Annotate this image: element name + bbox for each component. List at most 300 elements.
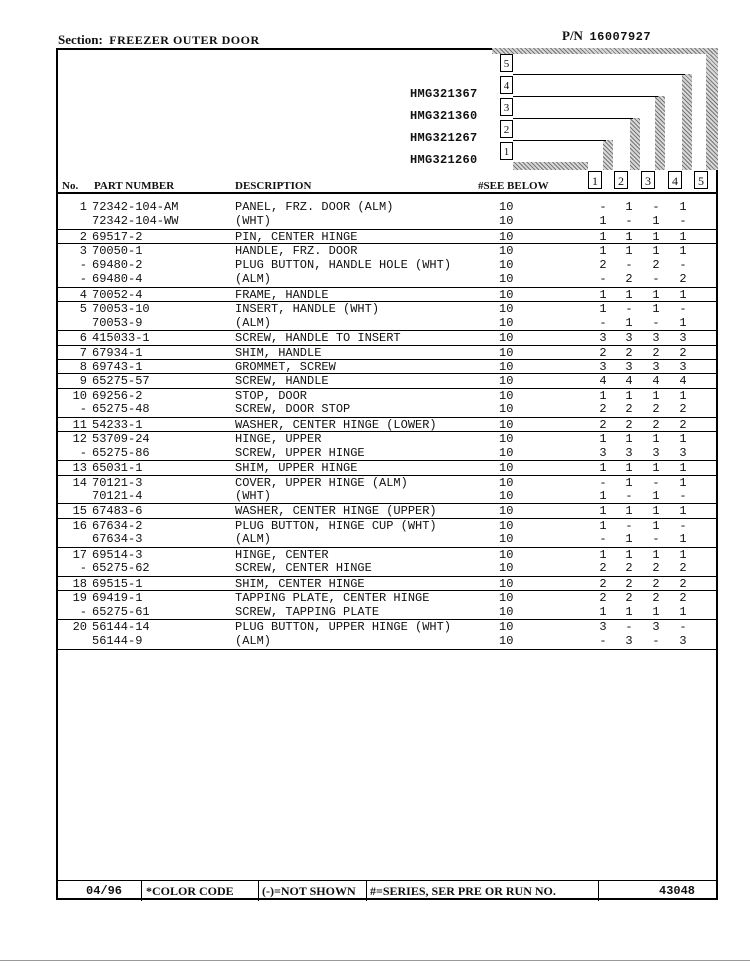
- table-row: [56, 359, 718, 374]
- footer-series: #=SERIES, SER PRE OR RUN NO.: [370, 884, 556, 898]
- row-qty-model-3: 1: [652, 432, 660, 447]
- table-row: [56, 431, 718, 446]
- row-item-number: 9: [79, 374, 87, 389]
- table-row: [56, 200, 718, 214]
- row-part-number: 69256-2: [92, 388, 143, 403]
- row-part-number: 70053-10: [92, 302, 150, 317]
- row-qty-model-3: 1: [652, 214, 660, 229]
- row-qty-model-2: -: [625, 518, 633, 533]
- row-part-number: 69480-4: [92, 272, 143, 287]
- row-qty-model-1: 1: [599, 432, 607, 447]
- row-item-number: 15: [72, 504, 87, 519]
- row-description: WASHER, CENTER HINGE (UPPER): [235, 504, 437, 519]
- table-row: [56, 634, 718, 648]
- row-qty-model-3: 1: [652, 287, 660, 302]
- row-series: 10: [499, 518, 514, 533]
- table-row: [56, 446, 718, 460]
- row-qty-model-1: -: [599, 532, 607, 547]
- row-part-number: 65275-62: [92, 561, 150, 576]
- row-qty-model-3: 2: [652, 402, 660, 417]
- row-qty-model-2: 1: [625, 315, 633, 330]
- row-qty-model-1: 1: [599, 214, 607, 229]
- hatch-band: [655, 96, 665, 170]
- row-qty-model-1: 2: [599, 561, 607, 576]
- row-qty-model-3: 2: [652, 417, 660, 432]
- model-number: HMG321260: [410, 153, 478, 167]
- table-row: [56, 619, 718, 634]
- row-qty-model-4: 3: [679, 633, 687, 648]
- model-number: HMG321360: [410, 109, 478, 123]
- row-item-number: 5: [79, 302, 87, 317]
- row-qty-model-1: 3: [599, 359, 607, 374]
- row-description: SHIM, CENTER HINGE: [235, 576, 365, 591]
- row-description: SCREW, TAPPING PLATE: [235, 604, 380, 619]
- row-description: INSERT, HANDLE (WHT): [235, 302, 380, 317]
- model-box-3: 3: [500, 98, 513, 116]
- row-item-number: -: [79, 257, 87, 272]
- row-qty-model-3: 1: [652, 461, 660, 476]
- row-description: WASHER, CENTER HINGE (LOWER): [235, 417, 437, 432]
- row-qty-model-4: 2: [679, 561, 687, 576]
- row-qty-model-2: 4: [625, 374, 633, 389]
- row-part-number: 72342-104-AM: [92, 200, 179, 214]
- row-qty-model-4: -: [679, 302, 687, 317]
- footer-not-shown: (-)=NOT SHOWN: [262, 884, 356, 898]
- row-part-number: 65275-61: [92, 604, 150, 619]
- row-qty-model-3: 3: [652, 445, 660, 460]
- row-qty-model-3: 3: [652, 620, 660, 635]
- row-qty-model-4: 1: [679, 604, 687, 619]
- model-box-1: 1: [500, 142, 513, 160]
- row-part-number: 65031-1: [92, 461, 143, 476]
- model-box-5: 5: [500, 54, 513, 72]
- row-qty-model-2: 1: [625, 532, 633, 547]
- row-part-number: 65275-48: [92, 402, 150, 417]
- row-qty-model-4: 1: [679, 475, 687, 490]
- row-series: 10: [499, 475, 514, 490]
- col-header-no: No.: [62, 180, 79, 192]
- row-qty-model-4: 2: [679, 417, 687, 432]
- row-qty-model-4: 1: [679, 432, 687, 447]
- row-qty-model-4: 3: [679, 445, 687, 460]
- row-description: SCREW, HANDLE TO INSERT: [235, 331, 401, 346]
- row-series: 10: [499, 244, 514, 259]
- row-qty-model-4: 1: [679, 287, 687, 302]
- table-row: [56, 605, 718, 619]
- row-qty-model-1: 2: [599, 417, 607, 432]
- row-qty-model-3: 3: [652, 331, 660, 346]
- row-part-number: 70121-4: [92, 489, 143, 503]
- row-series: 10: [499, 604, 514, 619]
- row-qty-model-1: 2: [599, 345, 607, 360]
- row-qty-model-3: 1: [652, 229, 660, 244]
- hatch-band: [706, 54, 718, 170]
- table-row: [56, 518, 718, 533]
- row-item-number: -: [79, 445, 87, 460]
- row-item-number: 16: [72, 518, 87, 533]
- row-series: 10: [499, 561, 514, 576]
- row-item-number: -: [79, 604, 87, 619]
- table-end-rule: [56, 649, 718, 650]
- row-part-number: 69515-1: [92, 576, 143, 591]
- table-row: [56, 388, 718, 403]
- table-row: [56, 272, 718, 286]
- row-qty-model-4: 2: [679, 576, 687, 591]
- row-qty-model-2: 2: [625, 272, 633, 287]
- pn-label: P/N: [562, 28, 583, 43]
- footer-divider: [141, 881, 142, 901]
- row-qty-model-2: -: [625, 620, 633, 635]
- row-qty-model-1: 2: [599, 591, 607, 606]
- row-series: 10: [499, 445, 514, 460]
- row-item-number: 4: [79, 287, 87, 302]
- row-part-number: 69743-1: [92, 359, 143, 374]
- row-series: 10: [499, 257, 514, 272]
- row-qty-model-4: 1: [679, 461, 687, 476]
- row-qty-model-1: 4: [599, 374, 607, 389]
- row-qty-model-4: -: [679, 257, 687, 272]
- row-qty-model-2: 1: [625, 432, 633, 447]
- row-qty-model-4: 1: [679, 244, 687, 259]
- row-qty-model-3: 2: [652, 345, 660, 360]
- row-series: 10: [499, 272, 514, 287]
- row-part-number: 65275-86: [92, 445, 150, 460]
- row-description: SCREW, HANDLE: [235, 374, 329, 389]
- table-row: [56, 475, 718, 490]
- col-header-series: #SEE BELOW: [478, 180, 549, 192]
- row-qty-model-3: -: [652, 532, 660, 547]
- row-part-number: 65275-57: [92, 374, 150, 389]
- row-description: PIN, CENTER HINGE: [235, 229, 358, 244]
- row-item-number: 6: [79, 331, 87, 346]
- row-qty-model-3: -: [652, 272, 660, 287]
- row-description: SCREW, UPPER HINGE: [235, 445, 365, 460]
- row-part-number: 70052-4: [92, 287, 143, 302]
- row-description: TAPPING PLATE, CENTER HINGE: [235, 591, 430, 606]
- col-header-model-5: 5: [694, 171, 708, 189]
- row-qty-model-1: 1: [599, 518, 607, 533]
- row-qty-model-2: 2: [625, 417, 633, 432]
- row-qty-model-1: 3: [599, 445, 607, 460]
- row-qty-model-2: 3: [625, 331, 633, 346]
- row-item-number: 10: [72, 388, 87, 403]
- row-qty-model-1: 1: [599, 461, 607, 476]
- row-qty-model-2: 2: [625, 591, 633, 606]
- row-qty-model-4: 1: [679, 200, 687, 214]
- key-line: [513, 140, 606, 141]
- row-description: (ALM): [235, 532, 272, 547]
- row-qty-model-1: 1: [599, 302, 607, 317]
- hatch-band: [513, 162, 588, 170]
- row-series: 10: [499, 287, 514, 302]
- row-qty-model-4: 1: [679, 229, 687, 244]
- row-qty-model-3: 1: [652, 388, 660, 403]
- row-description: PLUG BUTTON, HINGE CUP (WHT): [235, 518, 437, 533]
- row-series: 10: [499, 432, 514, 447]
- row-item-number: -: [79, 272, 87, 287]
- table-row: [56, 576, 718, 591]
- table-row: [56, 373, 718, 388]
- row-part-number: 69480-2: [92, 257, 143, 272]
- table-row: [56, 316, 718, 330]
- row-item-number: 20: [72, 620, 87, 635]
- row-qty-model-2: 1: [625, 244, 633, 259]
- row-description: (ALM): [235, 633, 272, 648]
- col-header-model-1: 1: [588, 171, 602, 189]
- row-part-number: 70050-1: [92, 244, 143, 259]
- table-row: [56, 402, 718, 416]
- row-description: HINGE, UPPER: [235, 432, 322, 447]
- table-row: [56, 287, 718, 302]
- row-series: 10: [499, 576, 514, 591]
- section-title: FREEZER OUTER DOOR: [109, 33, 260, 47]
- row-qty-model-2: -: [625, 214, 633, 229]
- row-qty-model-4: 2: [679, 345, 687, 360]
- row-qty-model-1: 1: [599, 229, 607, 244]
- col-header-model-2: 2: [614, 171, 628, 189]
- row-qty-model-3: 1: [652, 547, 660, 562]
- model-box-4: 4: [500, 76, 513, 94]
- row-item-number: 2: [79, 229, 87, 244]
- part-number-heading: [562, 28, 651, 44]
- row-qty-model-3: 1: [652, 244, 660, 259]
- row-description: HINGE, CENTER: [235, 547, 329, 562]
- row-qty-model-2: 2: [625, 561, 633, 576]
- row-qty-model-1: 1: [599, 504, 607, 519]
- row-item-number: -: [79, 561, 87, 576]
- row-item-number: 12: [72, 432, 87, 447]
- row-item-number: 7: [79, 345, 87, 360]
- hatch-band: [630, 118, 640, 170]
- table-row: [56, 258, 718, 272]
- row-series: 10: [499, 489, 514, 503]
- row-item-number: 3: [79, 244, 87, 259]
- row-description: GROMMET, SCREW: [235, 359, 336, 374]
- row-series: 10: [499, 591, 514, 606]
- row-qty-model-1: -: [599, 475, 607, 490]
- row-qty-model-3: 2: [652, 591, 660, 606]
- row-series: 10: [499, 214, 514, 229]
- row-qty-model-2: 1: [625, 504, 633, 519]
- page-bottom-rule: [0, 960, 750, 961]
- table-row: [56, 590, 718, 605]
- row-qty-model-1: 1: [599, 287, 607, 302]
- row-qty-model-2: 1: [625, 229, 633, 244]
- row-series: 10: [499, 532, 514, 547]
- hatch-band: [492, 48, 718, 54]
- row-series: 10: [499, 200, 514, 214]
- row-series: 10: [499, 345, 514, 360]
- row-series: 10: [499, 388, 514, 403]
- row-item-number: 8: [79, 359, 87, 374]
- row-qty-model-4: -: [679, 518, 687, 533]
- row-part-number: 70053-9: [92, 315, 143, 330]
- row-qty-model-1: -: [599, 272, 607, 287]
- key-line: [513, 118, 633, 119]
- row-qty-model-3: -: [652, 200, 660, 214]
- key-line: [513, 74, 685, 75]
- table-row: [56, 243, 718, 258]
- row-series: 10: [499, 417, 514, 432]
- row-qty-model-3: 2: [652, 257, 660, 272]
- row-part-number: 67634-3: [92, 532, 143, 547]
- row-qty-model-2: 1: [625, 200, 633, 214]
- row-item-number: -: [79, 402, 87, 417]
- row-part-number: 56144-14: [92, 620, 150, 635]
- row-qty-model-1: 2: [599, 576, 607, 591]
- row-series: 10: [499, 402, 514, 417]
- table-row: [56, 345, 718, 360]
- row-qty-model-3: 2: [652, 576, 660, 591]
- row-qty-model-4: 1: [679, 388, 687, 403]
- header-rule: [56, 192, 718, 194]
- table-row: [56, 503, 718, 518]
- row-qty-model-1: 3: [599, 620, 607, 635]
- model-box-2: 2: [500, 120, 513, 138]
- footer-bar: [56, 880, 718, 901]
- row-qty-model-1: 1: [599, 547, 607, 562]
- row-qty-model-4: 2: [679, 272, 687, 287]
- row-part-number: 54233-1: [92, 417, 143, 432]
- section-heading: [58, 32, 260, 48]
- pn-value: 16007927: [589, 30, 652, 44]
- row-qty-model-2: 1: [625, 388, 633, 403]
- row-qty-model-1: 2: [599, 402, 607, 417]
- row-series: 10: [499, 374, 514, 389]
- col-header-description: DESCRIPTION: [235, 180, 312, 192]
- row-part-number: 415033-1: [92, 331, 150, 346]
- row-qty-model-2: 2: [625, 576, 633, 591]
- hatch-band: [682, 74, 692, 170]
- row-qty-model-4: 1: [679, 532, 687, 547]
- row-qty-model-2: 1: [625, 461, 633, 476]
- row-series: 10: [499, 504, 514, 519]
- model-number: HMG321367: [410, 87, 478, 101]
- row-qty-model-3: 1: [652, 302, 660, 317]
- row-qty-model-3: 1: [652, 604, 660, 619]
- row-series: 10: [499, 315, 514, 330]
- row-item-number: 13: [72, 461, 87, 476]
- row-series: 10: [499, 633, 514, 648]
- row-description: PLUG BUTTON, HANDLE HOLE (WHT): [235, 257, 452, 272]
- row-item-number: 18: [72, 576, 87, 591]
- table-row: [56, 417, 718, 432]
- row-part-number: 69419-1: [92, 591, 143, 606]
- row-description: (WHT): [235, 489, 272, 503]
- row-series: 10: [499, 331, 514, 346]
- row-series: 10: [499, 461, 514, 476]
- row-qty-model-1: 1: [599, 604, 607, 619]
- row-qty-model-2: -: [625, 302, 633, 317]
- row-qty-model-3: 1: [652, 518, 660, 533]
- row-part-number: 53709-24: [92, 432, 150, 447]
- key-line: [513, 96, 658, 97]
- row-part-number: 67634-2: [92, 518, 143, 533]
- table-row: [56, 229, 718, 244]
- row-description: (ALM): [235, 315, 272, 330]
- row-qty-model-4: 2: [679, 591, 687, 606]
- row-item-number: 17: [72, 547, 87, 562]
- row-qty-model-3: 3: [652, 359, 660, 374]
- row-series: 10: [499, 359, 514, 374]
- row-part-number: 69517-2: [92, 229, 143, 244]
- row-description: FRAME, HANDLE: [235, 287, 329, 302]
- row-qty-model-1: 2: [599, 257, 607, 272]
- row-qty-model-2: -: [625, 489, 633, 503]
- row-part-number: 69514-3: [92, 547, 143, 562]
- row-qty-model-2: 3: [625, 633, 633, 648]
- row-series: 10: [499, 620, 514, 635]
- table-row: [56, 460, 718, 475]
- row-part-number: 67483-6: [92, 504, 143, 519]
- row-qty-model-1: 1: [599, 489, 607, 503]
- row-qty-model-4: 4: [679, 374, 687, 389]
- hatch-band: [603, 140, 613, 170]
- row-description: HANDLE, FRZ. DOOR: [235, 244, 358, 259]
- row-qty-model-3: -: [652, 633, 660, 648]
- footer-divider: [366, 881, 367, 901]
- row-series: 10: [499, 547, 514, 562]
- row-qty-model-4: 1: [679, 504, 687, 519]
- row-description: COVER, UPPER HINGE (ALM): [235, 475, 408, 490]
- row-qty-model-2: 3: [625, 445, 633, 460]
- table-row: [56, 547, 718, 562]
- row-qty-model-4: 1: [679, 547, 687, 562]
- row-description: (WHT): [235, 214, 272, 229]
- table-row: [56, 561, 718, 575]
- row-qty-model-4: -: [679, 620, 687, 635]
- row-part-number: 67934-1: [92, 345, 143, 360]
- row-item-number: 19: [72, 591, 87, 606]
- row-description: STOP, DOOR: [235, 388, 308, 403]
- row-qty-model-1: 3: [599, 331, 607, 346]
- row-qty-model-3: 1: [652, 504, 660, 519]
- footer-date: 04/96: [86, 884, 123, 898]
- row-qty-model-2: 1: [625, 475, 633, 490]
- row-part-number: 72342-104-WW: [92, 214, 179, 229]
- col-header-model-4: 4: [668, 171, 682, 189]
- row-qty-model-4: -: [679, 489, 687, 503]
- col-header-part-number: PART NUMBER: [94, 180, 175, 192]
- row-qty-model-4: 3: [679, 359, 687, 374]
- model-number: HMG321267: [410, 131, 478, 145]
- row-qty-model-1: 1: [599, 388, 607, 403]
- row-description: PANEL, FRZ. DOOR (ALM): [235, 200, 394, 214]
- col-header-model-3: 3: [641, 171, 655, 189]
- footer-divider: [598, 881, 599, 901]
- footer-color-code: *COLOR CODE: [146, 884, 234, 898]
- row-qty-model-1: -: [599, 315, 607, 330]
- row-qty-model-2: 1: [625, 287, 633, 302]
- row-qty-model-1: -: [599, 633, 607, 648]
- row-description: SCREW, DOOR STOP: [235, 402, 351, 417]
- row-series: 10: [499, 302, 514, 317]
- row-qty-model-1: -: [599, 200, 607, 214]
- table-row: [56, 330, 718, 345]
- table-row: [56, 301, 718, 316]
- row-qty-model-2: 2: [625, 402, 633, 417]
- row-item-number: 14: [72, 475, 87, 490]
- row-qty-model-3: -: [652, 475, 660, 490]
- section-label: Section:: [58, 32, 103, 47]
- row-part-number: 56144-9: [92, 633, 143, 648]
- table-row: [56, 489, 718, 503]
- row-series: 10: [499, 229, 514, 244]
- row-qty-model-2: 1: [625, 604, 633, 619]
- row-qty-model-3: 4: [652, 374, 660, 389]
- row-qty-model-3: 1: [652, 489, 660, 503]
- row-qty-model-4: 3: [679, 331, 687, 346]
